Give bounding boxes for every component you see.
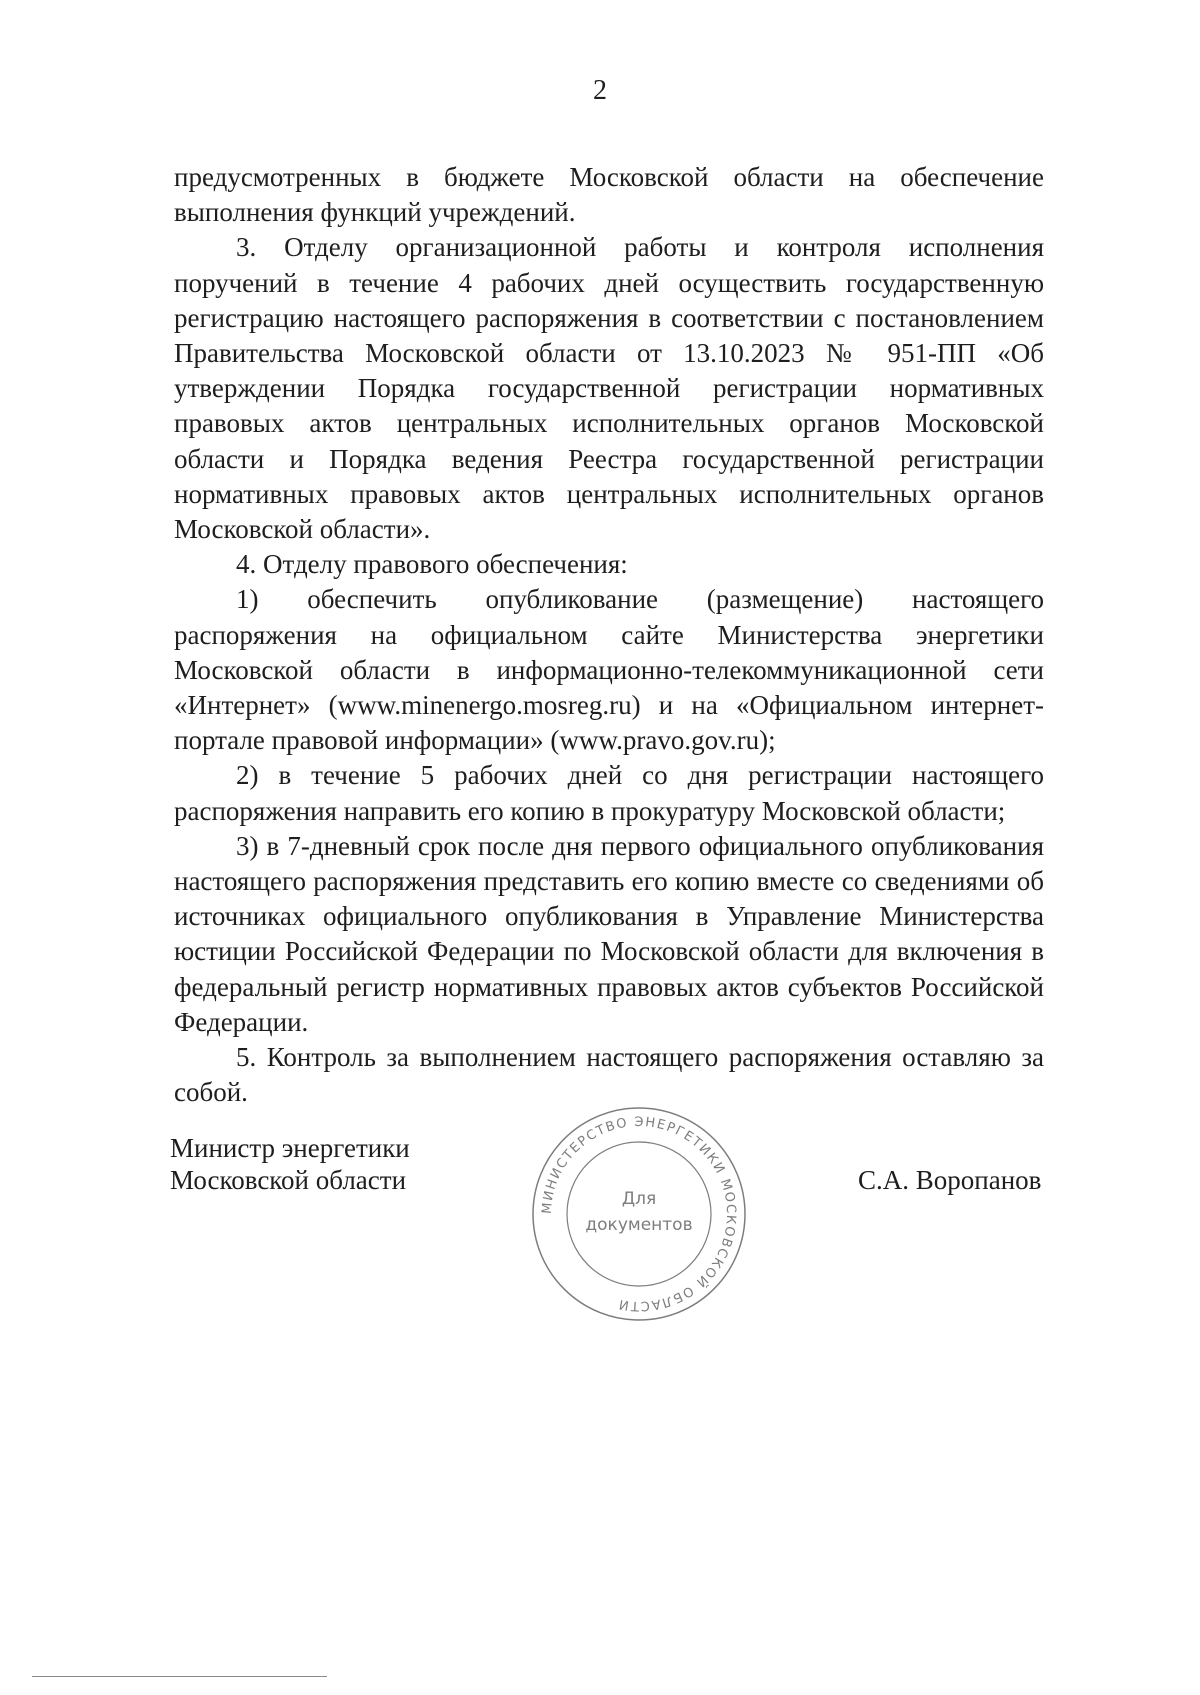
seal-ring-text: МИНИСТЕРСТВО ЭНЕРГЕТИКИ МОСКОВСКОЙ ОБЛАСТИ bbox=[539, 1114, 739, 1314]
paragraph-item-3-registration: 3. Отделу организационной работы и контроля исполнения поручений в течение 4 рабочих дней осуществить государственную регистрацию настоящего распоряжения в соответствии с постановлением Правительства Московской области от 13.10.2023 № 951-ПП «Об утверждении Порядка государственной регистрации нормативных правовых актов центральных исполнительных органов Московской области и Порядка ведения Реестра государственной регистрации нормативных правовых актов центральных исполнительных органов Московской области». bbox=[174, 232, 1044, 545]
paragraph-subitem-1-publication: 1) обеспечить опубликование (размещение) настоящего распоряжения на официальном сайте Министерства энергетики Московской области в информационно-телекоммуникационной сети «Интернет» (www.minenergo.mosreg.ru) и на «Официальном интернет-портале правовой информации» (www.pravo.gov.ru); bbox=[174, 584, 1044, 756]
paragraph-subitem-3-ministry-of-justice: 3) в 7-дневный срок после дня первого официального опубликования настоящего распоряжения представить его копию вместе со сведениями об источниках официального опубликования в Управление Министерства юстиции Российской Федерации по Московской области для включения в федеральный регистр нормативных правовых актов субъектов Российской Федерации. bbox=[174, 830, 1044, 1037]
paragraph-item-4-legal-department: 4. Отделу правового обеспечения: bbox=[236, 549, 628, 580]
page-number: 2 bbox=[593, 75, 607, 106]
paragraph-subitem-2-prosecutor: 2) в течение 5 рабочих дней со дня регистрации настоящего распоряжения направить его копию в прокуратуру Московской области; bbox=[174, 760, 1044, 826]
paragraph-budget-continuation: предусмотренных в бюджете Московской области на обеспечение выполнения функций учреждений. bbox=[174, 162, 1044, 228]
seal-graphic bbox=[528, 1103, 750, 1325]
signer-name: С.А. Воропанов bbox=[858, 1165, 1042, 1195]
paragraph-item-5-control: 5. Контроль за выполнением настоящего распоряжения оставляю за собой. bbox=[174, 1042, 1044, 1108]
signer-position-line-1: Министр энергетики bbox=[170, 1133, 410, 1163]
document-body bbox=[174, 160, 1044, 1110]
official-seal bbox=[528, 1103, 750, 1325]
signer-position-line-2: Московской области bbox=[170, 1165, 407, 1195]
seal-center-text-line-1: Для bbox=[621, 1189, 657, 1209]
signature-block bbox=[170, 1132, 410, 1196]
seal-inner-ring bbox=[567, 1142, 711, 1286]
seal-outer-ring bbox=[533, 1108, 745, 1320]
seal-center-text-line-2: документов bbox=[585, 1215, 693, 1235]
footer-rule bbox=[32, 1676, 327, 1677]
